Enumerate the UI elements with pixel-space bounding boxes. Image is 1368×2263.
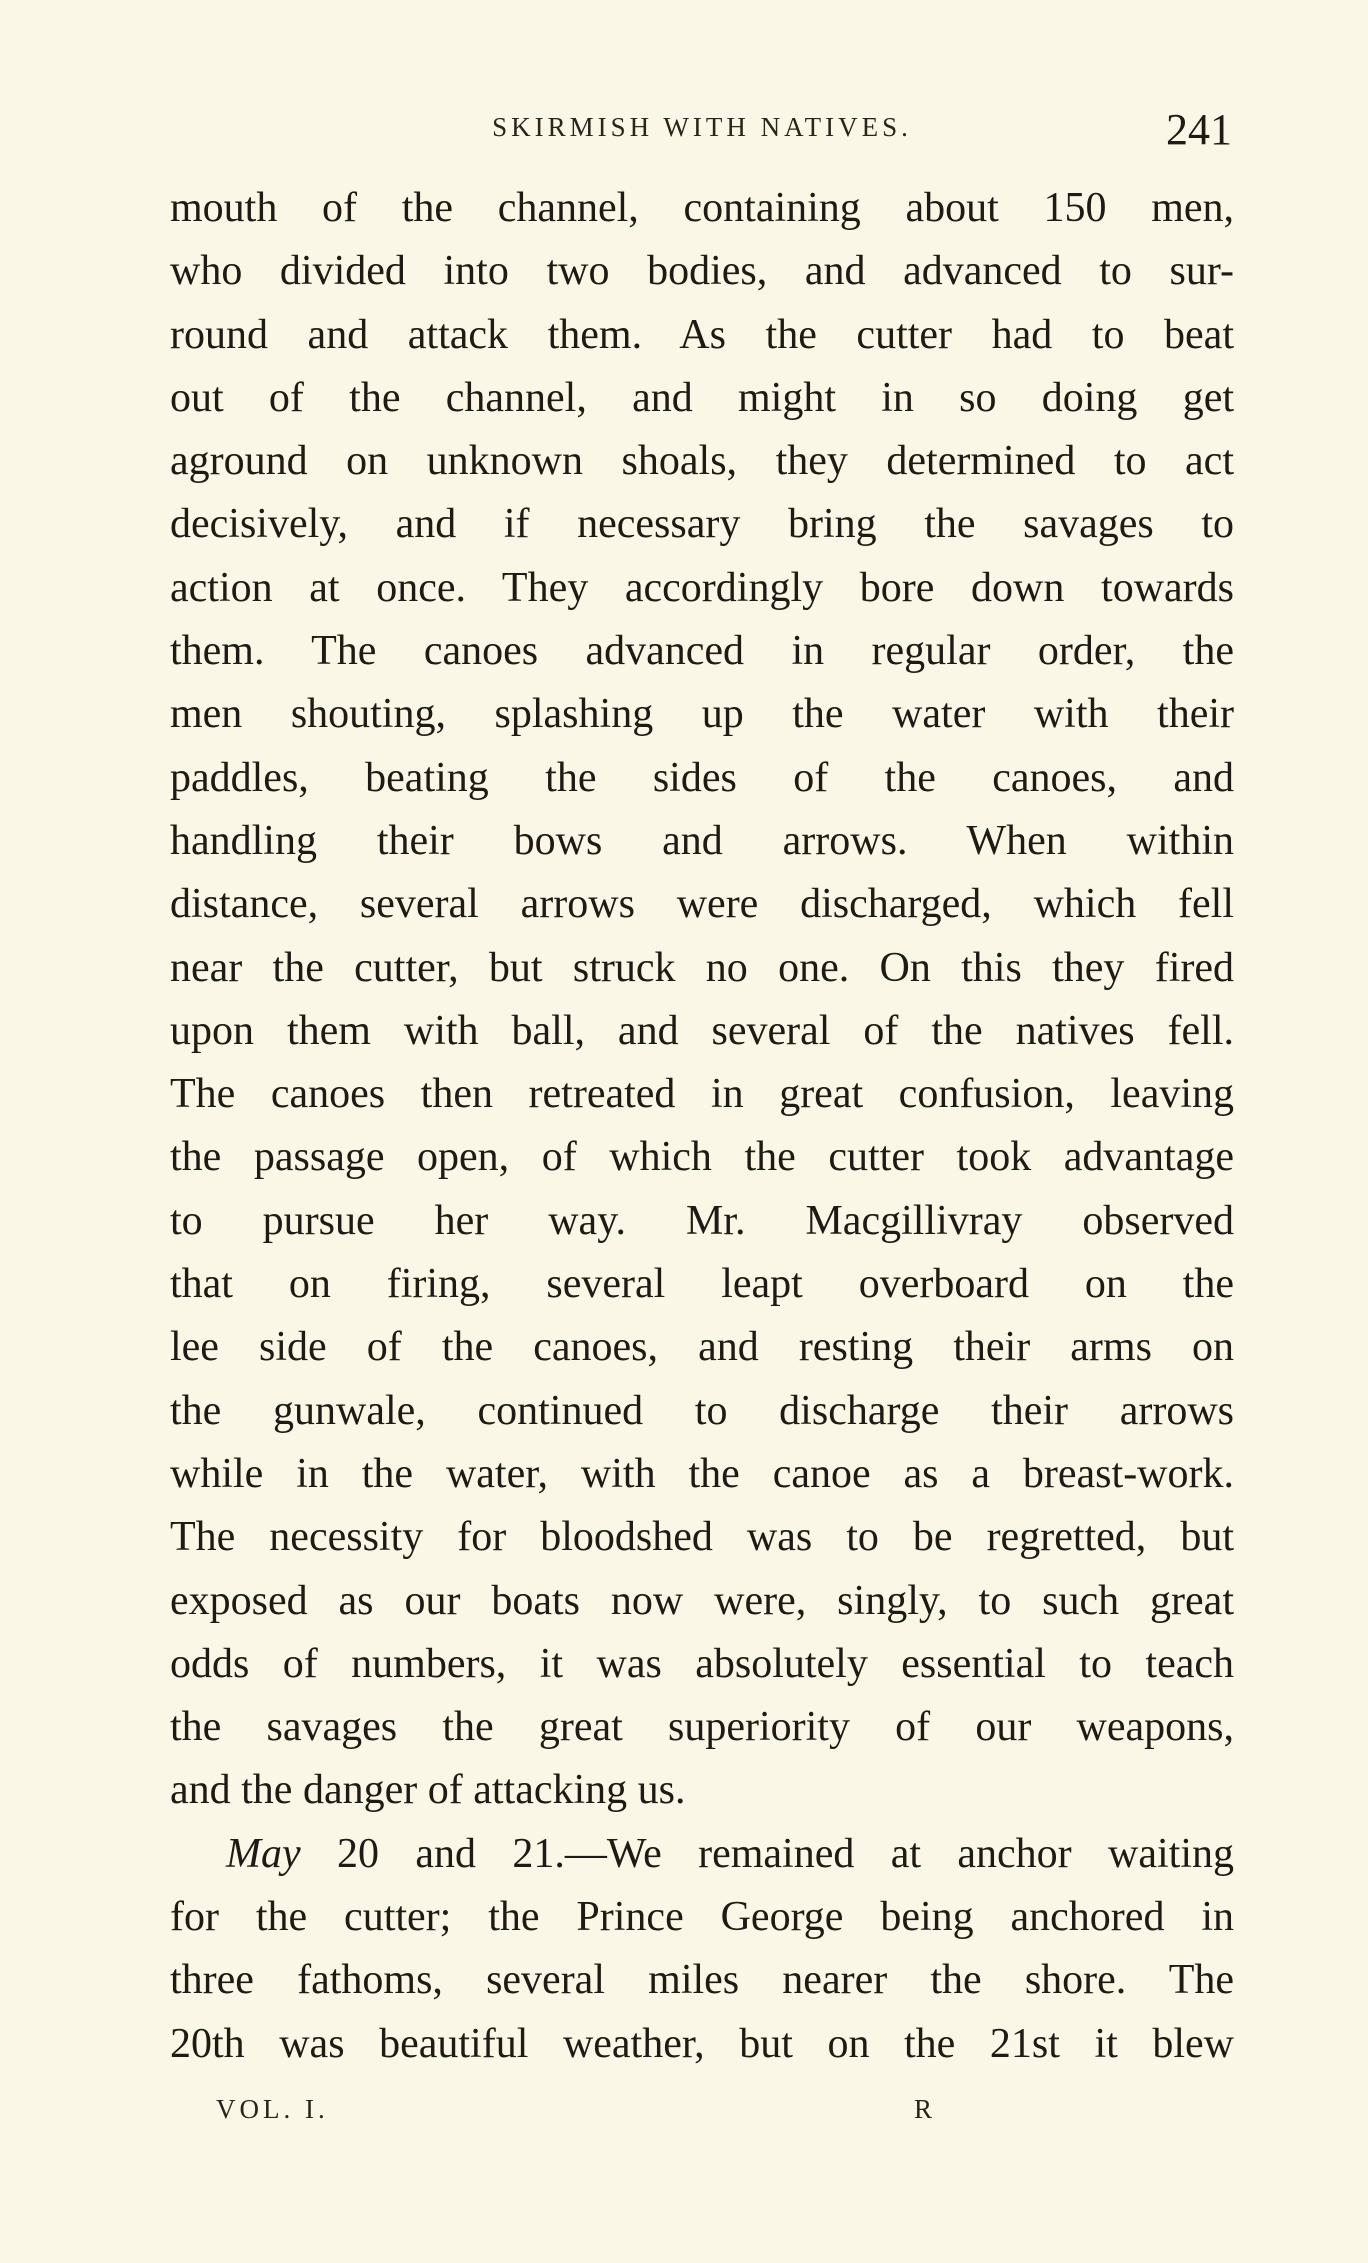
- text-line: who divided into two bodies, and advanced to sur-: [170, 248, 1234, 295]
- text-line: for the cutter; the Prince George being anchored in: [170, 1894, 1234, 1941]
- text-line: distance, several arrows were discharged, which fell: [170, 881, 1234, 928]
- text-line: paddles, beating the sides of the canoes, and: [170, 754, 1234, 801]
- page-number: 241: [1166, 105, 1232, 154]
- text-line: odds of numbers, it was absolutely essential to teach: [170, 1640, 1234, 1687]
- text-line: men shouting, splashing up the water with their: [170, 691, 1234, 738]
- gathering-mark: R: [914, 2094, 933, 2124]
- text-line: to pursue her way. Mr. Macgillivray observed: [170, 1197, 1234, 1244]
- text-line: aground on unknown shoals, they determined to act: [170, 438, 1234, 485]
- text-line: and the danger of attacking us.: [170, 1767, 686, 1814]
- body-text: [170, 177, 1234, 2076]
- text-line: lee side of the canoes, and resting their arms on: [170, 1324, 1234, 1371]
- page-footer: [216, 2094, 976, 2134]
- text-line: 20th was beautiful weather, but on the 21st it blew: [170, 2020, 1234, 2067]
- text-line: upon them with ball, and several of the natives fell.: [170, 1007, 1234, 1054]
- text-line: The canoes then retreated in great confusion, leaving: [170, 1071, 1234, 1118]
- text-line: the passage open, of which the cutter took advantage: [170, 1134, 1234, 1181]
- text-line: action at once. They accordingly bore down towards: [170, 564, 1234, 611]
- text-line: while in the water, with the canoe as a breast-work.: [170, 1450, 1234, 1497]
- diary-entry-text: 20 and 21.—We remained at anchor waiting: [300, 1830, 1234, 1877]
- text-line: handling their bows and arrows. When within: [170, 817, 1234, 864]
- text-line: the gunwale, continued to discharge their arrows: [170, 1387, 1234, 1434]
- text-line: mouth of the channel, containing about 150 men,: [170, 185, 1234, 231]
- text-line: round and attack them. As the cutter had to beat: [170, 311, 1234, 358]
- running-title: SKIRMISH WITH NATIVES.: [492, 112, 912, 142]
- text-line: out of the channel, and might in so doing get: [170, 374, 1234, 421]
- text-line: decisively, and if necessary bring the savages to: [170, 501, 1234, 548]
- text-line: exposed as our boats now were, singly, to such great: [170, 1577, 1234, 1624]
- text-line: near the cutter, but struck no one. On this they fired: [170, 944, 1234, 991]
- diary-entry-first-line: [170, 1823, 1234, 1886]
- text-line: that on firing, several leapt overboard on the: [170, 1261, 1234, 1308]
- volume-signature: VOL. I.: [216, 2094, 329, 2124]
- text-line: three fathoms, several miles nearer the shore. The: [170, 1957, 1234, 2004]
- text-line: them. The canoes advanced in regular order, the: [170, 628, 1234, 675]
- text-line: the savages the great superiority of our weapons,: [170, 1704, 1234, 1751]
- running-head: [172, 104, 1232, 164]
- text-line: The necessity for bloodshed was to be regretted, but: [170, 1514, 1234, 1561]
- diary-date-month: May: [226, 1830, 301, 1877]
